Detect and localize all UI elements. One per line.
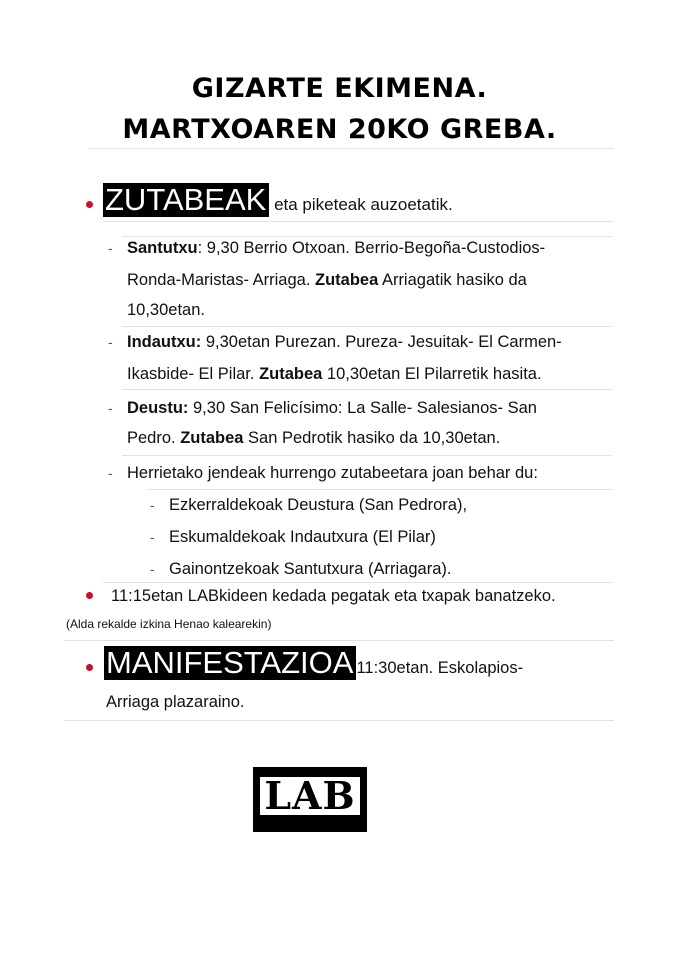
manifestazioa-rest-line1: 11:30etan. Eskolapios- xyxy=(356,659,524,677)
lab-logo-text: LAB xyxy=(264,772,356,818)
dash-marker: - xyxy=(108,240,113,256)
divider xyxy=(64,640,614,641)
sub-item-eskumaldekoak: Eskumaldekoak Indautxura (El Pilar) xyxy=(169,528,436,546)
item-deustu-line2: Pedro. Zutabea San Pedrotik hasiko da 10,30etan. xyxy=(127,429,501,447)
item-santutxu-line3: 10,30etan. xyxy=(127,301,205,319)
manifestazioa-rest-line2: Arriaga plazaraino. xyxy=(106,693,245,711)
page-title-line1: GIZARTE EKIMENA. xyxy=(191,73,488,104)
section-kedada-text: 11:15etan LABkideen kedada pegatak eta txapak banatzeko. xyxy=(111,587,556,605)
divider xyxy=(122,389,612,390)
page-title-line2: MARTXOAREN 20KO GREBA. xyxy=(122,114,557,145)
dash-marker: - xyxy=(108,334,113,350)
item-santutxu-line1: Santutxu: 9,30 Berrio Otxoan. Berrio-Begoña-Custodios- xyxy=(127,239,546,257)
dash-marker: - xyxy=(108,465,113,481)
zutabeak-heading-rest: eta piketeak auzoetatik. xyxy=(274,195,453,214)
lab-logo xyxy=(253,767,367,832)
dash-marker: - xyxy=(150,561,155,577)
section-zutabeak xyxy=(103,183,453,220)
divider xyxy=(103,221,613,222)
item-deustu-line1: Deustu: 9,30 San Felicísimo: La Salle- Salesianos- San xyxy=(127,399,537,417)
divider xyxy=(88,148,614,149)
dash-marker: - xyxy=(150,497,155,513)
dash-marker: - xyxy=(108,400,113,416)
item-indautxu-line1: Indautxu: 9,30etan Purezan. Pureza- Jesuitak- El Carmen- xyxy=(127,333,562,351)
bullet-dot xyxy=(86,201,93,208)
zutabeak-heading: ZUTABEAK xyxy=(103,183,269,217)
manifestazioa-heading: MANIFESTAZIOA xyxy=(104,646,356,680)
item-indautxu-line2: Ikasbide- El Pilar. Zutabea 10,30etan El Pilarretik hasita. xyxy=(127,365,542,383)
divider xyxy=(122,455,612,456)
item-herrietako-line1: Herrietako jendeak hurrengo zutabeetara joan behar du: xyxy=(127,464,538,482)
section-manifestazioa xyxy=(104,646,523,683)
divider xyxy=(122,236,612,237)
section-kedada-note: (Alda rekalde izkina Henao kalearekin) xyxy=(66,617,272,631)
bullet-dot xyxy=(86,664,93,671)
sub-item-ezkerraldekoak: Ezkerraldekoak Deustura (San Pedrora), xyxy=(169,496,468,514)
divider xyxy=(64,720,614,721)
bullet-dot xyxy=(86,592,93,599)
item-santutxu-line2: Ronda-Maristas- Arriaga. Zutabea Arriagatik hasiko da xyxy=(127,271,527,289)
dash-marker: - xyxy=(150,529,155,545)
sub-item-gainontzekoak: Gainontzekoak Santutxura (Arriagara). xyxy=(169,560,452,578)
